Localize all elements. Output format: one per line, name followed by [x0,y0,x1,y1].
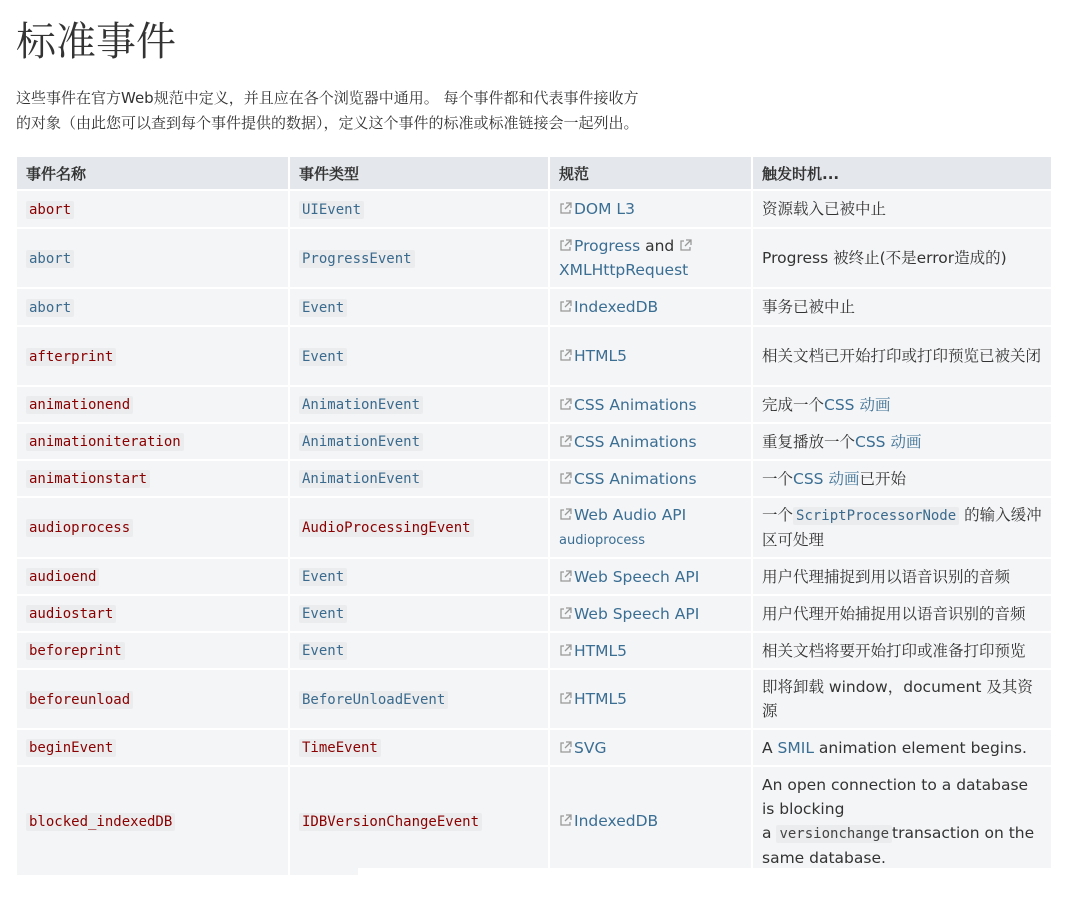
spec-link[interactable] [559,690,627,708]
event-name-link[interactable]: beforeunload [26,691,133,709]
fired-when [753,424,1051,461]
fired-when-text: 一个 [762,469,794,488]
table-row [17,633,1051,670]
fired-when [753,387,1051,424]
table-row [17,289,1051,327]
table-row [17,327,1051,387]
intro-line-1: 这些事件在官方Web规范中定义，并且应在各个浏览器中通用。 每个事件都和代表事件接收方 [16,89,639,107]
spec-label: SVG [574,738,607,757]
fired-when: 资源载入已被中止 [753,191,1051,229]
spec-link[interactable] [559,298,658,316]
spec-link[interactable] [559,739,606,757]
header-event-type: 事件类型 [290,157,550,191]
event-type-link[interactable]: Event [299,605,347,623]
spec-label: Web Speech API [574,567,700,586]
spec-label: Web Audio API [574,505,687,524]
event-name-link[interactable]: animationstart [26,470,150,488]
fired-when [753,767,1051,877]
table-header-row [17,157,1051,191]
external-link-icon [559,814,572,827]
fired-when-text: 重复播放一个 [762,432,856,451]
event-type-link[interactable]: Event [299,568,347,586]
external-link-icon [559,692,572,705]
external-link-icon [559,435,572,448]
event-type-link[interactable]: AnimationEvent [299,433,423,451]
event-type-link[interactable]: ProgressEvent [299,250,415,268]
spec-link[interactable] [559,200,635,218]
spec-label: HTML5 [574,641,627,660]
event-type-link[interactable]: UIEvent [299,201,364,219]
spec-label: IndexedDB [574,298,659,316]
smil-link[interactable]: SMIL [777,738,814,757]
spec-link[interactable] [559,470,697,488]
table-row [17,670,1051,730]
page-title: 标准事件 [16,19,176,65]
table-row [17,767,1051,877]
fired-when: 相关文档将要开始打印或准备打印预览 [753,633,1051,670]
fired-when-text: a [762,823,777,842]
intro-paragraph [16,86,696,136]
table-row [17,461,1051,498]
css-animation-link[interactable]: CSS 动画 [824,395,891,414]
spec-label: HTML5 [574,347,627,365]
api-code-link[interactable]: ScriptProcessorNode [793,507,959,525]
css-animation-link[interactable]: CSS 动画 [793,469,860,488]
event-name-link[interactable]: animationend [26,396,133,414]
spec-label: CSS Animations [574,395,697,414]
fired-when-text: 的输入缓冲区可处理 [762,506,1042,549]
spec-anchor-link[interactable]: audioprocess [559,532,645,548]
fired-when-text: 完成一个 [762,395,825,414]
spec-label: Progress [574,237,641,255]
header-spec: 规范 [550,157,753,191]
fired-when [753,461,1051,498]
spec-label: CSS Animations [574,469,697,488]
fired-when-text: An open connection to a database is blocking [762,775,1029,818]
event-type-link[interactable]: AnimationEvent [299,396,423,414]
header-event-name: 事件名称 [17,157,290,191]
page-overlay [358,868,1071,907]
fired-when: 用户代理捕捉到用以语音识别的音频 [753,559,1051,596]
spec-link[interactable] [559,347,627,365]
event-type-link[interactable]: Event [299,642,347,660]
external-link-icon [559,239,572,252]
spec-link[interactable] [559,568,699,586]
versionchange-code: versionchange [776,825,892,843]
fired-when: Progress 被终止(不是error造成的) [753,229,1051,289]
table-row [17,387,1051,424]
header-fired-when: 触发时机... [753,157,1051,191]
spec-link[interactable] [559,642,627,660]
event-name-link[interactable]: audiostart [26,605,116,623]
spec-label: HTML5 [574,690,627,708]
event-name-link[interactable]: abort [26,201,74,219]
event-name-link[interactable]: abort [26,299,74,317]
intro-line-2: 的对象（由此您可以查到每个事件提供的数据），定义这个事件的标准或标准链接会一起列出。 [16,114,639,132]
external-link-icon [559,398,572,411]
spec-label: IndexedDB [574,812,659,830]
external-link-icon [559,644,572,657]
fired-when-text: A [762,738,778,757]
table-row [17,424,1051,461]
table-row [17,559,1051,596]
fired-when-text: animation element begins. [813,738,1027,757]
table-row [17,191,1051,229]
table-row [17,498,1051,559]
spec-link[interactable] [559,396,697,414]
spec-link[interactable] [559,433,697,451]
fired-when-text: transaction on the same database. [762,823,1035,867]
spec-link[interactable] [559,605,699,623]
external-link-icon [559,570,572,583]
event-type-link[interactable]: TimeEvent [299,739,381,757]
event-name-link[interactable]: abort [26,250,74,268]
fired-when: 事务已被中止 [753,289,1051,327]
table-row [17,596,1051,633]
spec-link[interactable] [559,812,658,830]
table-row [17,730,1051,767]
external-link-icon [559,349,572,362]
external-link-icon [559,741,572,754]
fired-when-text: 已开始 [859,469,906,488]
event-type-link[interactable]: IDBVersionChangeEvent [299,813,482,831]
event-type-link[interactable]: Event [299,348,347,366]
external-link-icon [559,472,572,485]
external-link-icon [559,607,572,620]
css-animation-link[interactable]: CSS 动画 [855,432,922,451]
external-link-icon [559,202,572,215]
event-type-link[interactable]: AudioProcessingEvent [299,519,474,537]
spec-label: XMLHttpRequest [559,261,689,279]
event-name-link[interactable]: blocked_indexedDB [26,813,175,831]
spec-label: CSS Animations [574,432,697,451]
event-name-link[interactable]: beginEvent [26,739,116,757]
fired-when: 相关文档已开始打印或打印预览已被关闭 [753,327,1051,387]
event-name-link[interactable]: afterprint [26,348,116,366]
fired-when-text: 一个 [762,506,794,524]
fired-when: 即将卸载 window，document 及其资源 [753,670,1051,730]
spec-and-text: and [645,237,675,255]
event-name-link[interactable]: animationiteration [26,433,184,451]
spec-link[interactable] [559,237,640,255]
event-name-link[interactable]: audioprocess [26,519,133,537]
event-type-link[interactable]: Event [299,299,347,317]
event-type-link[interactable]: BeforeUnloadEvent [299,691,448,709]
external-link-icon [559,300,572,313]
fired-when: 用户代理开始捕捉用以语音识别的音频 [753,596,1051,633]
event-name-link[interactable]: audioend [26,568,99,586]
external-link-icon [679,239,692,252]
event-name-link[interactable]: beforeprint [26,642,125,660]
spec-link[interactable] [559,506,686,524]
fired-when [753,498,1051,559]
events-table [17,157,1051,877]
event-type-link[interactable]: AnimationEvent [299,470,423,488]
table-row [17,229,1051,289]
external-link-icon [559,508,572,521]
spec-label: Web Speech API [574,604,700,623]
spec-label: DOM L3 [574,200,635,218]
fired-when [753,730,1051,767]
